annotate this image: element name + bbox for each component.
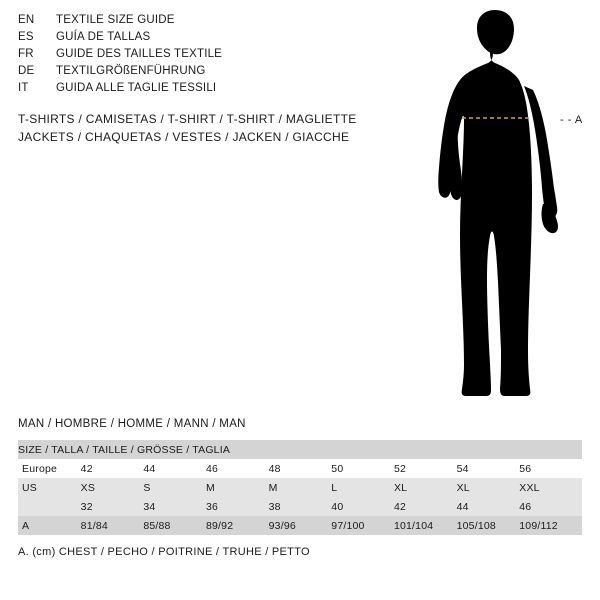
cell-value: XL — [394, 478, 457, 497]
language-code: DE — [18, 65, 35, 77]
cell-value: 46 — [206, 459, 269, 478]
row-label: US — [18, 478, 81, 497]
cell-value: 34 — [143, 497, 206, 516]
figure-illustration — [400, 8, 600, 408]
cell-value: 56 — [519, 459, 582, 478]
footnote-chest-measure: A. (cm) CHEST / PECHO / POITRINE / TRUHE / PETTO — [18, 546, 310, 558]
language-code: ES — [18, 31, 34, 43]
table-header-row — [18, 440, 582, 459]
cell-value: 42 — [394, 497, 457, 516]
cell-value: XL — [457, 478, 520, 497]
cell-value: 44 — [457, 497, 520, 516]
cell-value: 89/92 — [206, 516, 269, 535]
cell-value: 101/104 — [394, 516, 457, 535]
cell-value: L — [331, 478, 394, 497]
cell-value: 93/96 — [269, 516, 332, 535]
cell-value: 105/108 — [457, 516, 520, 535]
language-code: EN — [18, 14, 35, 26]
cell-value: 42 — [81, 459, 144, 478]
table-header-label: SIZE / TALLA / TAILLE / GRÖSSE / TAGLIA — [18, 440, 582, 459]
measure-label-a: - - A — [560, 114, 583, 126]
cell-value: 109/112 — [519, 516, 582, 535]
male-silhouette-icon — [400, 8, 600, 408]
language-row — [18, 82, 398, 99]
cell-value: 46 — [519, 497, 582, 516]
row-label: A — [18, 516, 81, 535]
cell-value: 97/100 — [331, 516, 394, 535]
size-table — [18, 440, 582, 535]
language-text: GUÍA DE TALLAS — [56, 31, 151, 43]
cell-value: 40 — [331, 497, 394, 516]
cell-value: 38 — [269, 497, 332, 516]
cell-value: S — [143, 478, 206, 497]
language-text: TEXTILE SIZE GUIDE — [56, 14, 175, 26]
table-row — [18, 478, 582, 497]
language-text: GUIDA ALLE TAGLIE TESSILI — [56, 82, 217, 94]
table-row — [18, 516, 582, 535]
category-tshirts: T-SHIRTS / CAMISETAS / T-SHIRT / T-SHIRT / MAGLIETTE — [18, 112, 357, 126]
cell-value: 48 — [269, 459, 332, 478]
cell-value: 50 — [331, 459, 394, 478]
cell-value: M — [206, 478, 269, 497]
cell-value: 52 — [394, 459, 457, 478]
language-guide-block — [18, 14, 398, 99]
cell-value: XXL — [519, 478, 582, 497]
table-row — [18, 459, 582, 478]
row-label: Europe — [18, 459, 81, 478]
cell-value: 32 — [81, 497, 144, 516]
cell-value: 81/84 — [81, 516, 144, 535]
cell-value: 54 — [457, 459, 520, 478]
cell-value: 36 — [206, 497, 269, 516]
language-code: FR — [18, 48, 34, 60]
language-code: IT — [18, 82, 29, 94]
language-text: TEXTILGRÖßENFÜHRUNG — [56, 65, 206, 77]
cell-value: 44 — [143, 459, 206, 478]
cell-value: M — [269, 478, 332, 497]
table-section-title: MAN / HOMBRE / HOMME / MANN / MAN — [18, 418, 246, 430]
row-label — [18, 497, 81, 516]
cell-value: XS — [81, 478, 144, 497]
language-text: GUIDE DES TAILLES TEXTILE — [56, 48, 223, 60]
category-list — [18, 110, 418, 146]
category-jackets: JACKETS / CHAQUETAS / VESTES / JACKEN / GIACCHE — [18, 130, 350, 144]
language-row — [18, 31, 398, 48]
language-row — [18, 65, 398, 82]
cell-value: 85/88 — [143, 516, 206, 535]
language-row — [18, 48, 398, 65]
table-row — [18, 497, 582, 516]
language-row — [18, 14, 398, 31]
